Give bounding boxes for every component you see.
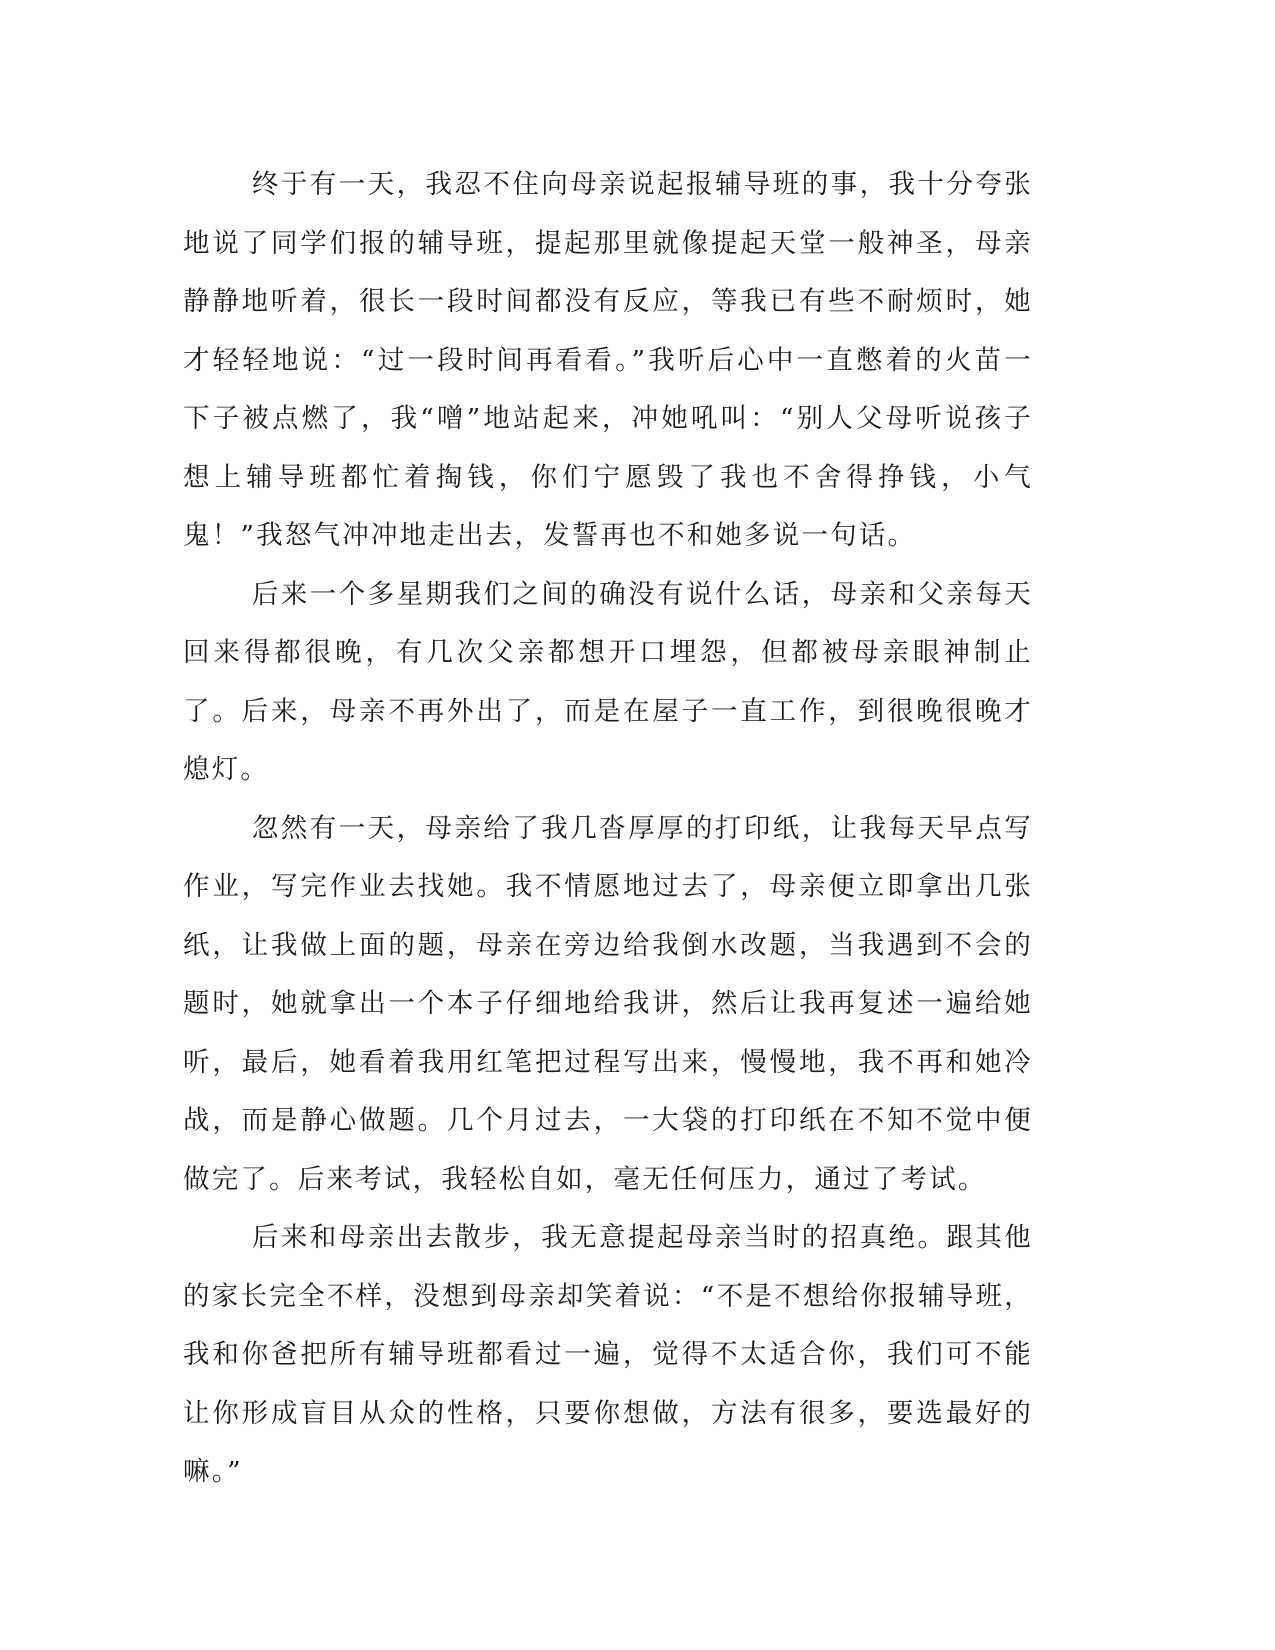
article-body (183, 156, 1033, 1502)
paragraph-4: 后来和母亲出去散步，我无意提起母亲当时的招真绝。跟其他的家长完全不样，没想到母亲却笑着说：“不是不想给你报辅导班，我和你爸把所有辅导班都看过一遍，觉得不太适合你，我们可不能让你形成盲目从众的性格，只要你想做，方法有很多，要选最好的嘛。” (183, 1222, 1033, 1487)
paragraph-2: 后来一个多星期我们之间的确没有说什么话，母亲和父亲每天回来得都很晚，有几次父亲都想开口埋怨，但都被母亲眼神制止了。后来，母亲不再外出了，而是在屋子一直工作，到很晚很晚才熄灯。 (183, 578, 1033, 785)
paragraph-3: 忽然有一天，母亲给了我几沓厚厚的打印纸，让我每天早点写作业，写完作业去找她。我不情愿地过去了，母亲便立即拿出几张纸，让我做上面的题，母亲在旁边给我倒水改题，当我遇到不会的题时，她就拿出一个本子仔细地给我讲，然后让我再复述一遍给她听，最后，她看着我用红笔把过程写出来，慢慢地，我不再和她冷战，而是静心做题。几个月过去，一大袋的打印纸在不知不觉中便做完了。后来考试，我轻松自如，毫无任何压力，通过了考试。 (183, 812, 1033, 1195)
paragraph-1: 终于有一天，我忍不住向母亲说起报辅导班的事，我十分夸张地说了同学们报的辅导班，提起那里就像提起天堂一般神圣，母亲静静地听着，很长一段时间都没有反应，等我已有些不耐烦时，她才轻轻地说：“过一段时间再看看。”我听后心中一直憋着的火苗一下子被点燃了，我“噌”地站起来，冲她吼叫：“别人父母听说孩子想上辅导班都忙着掏钱，你们宁愿毁了我也不舍得挣钱，小气鬼！”我怒气冲冲地走出去，发誓再也不和她多说一句话。 (183, 169, 1033, 551)
